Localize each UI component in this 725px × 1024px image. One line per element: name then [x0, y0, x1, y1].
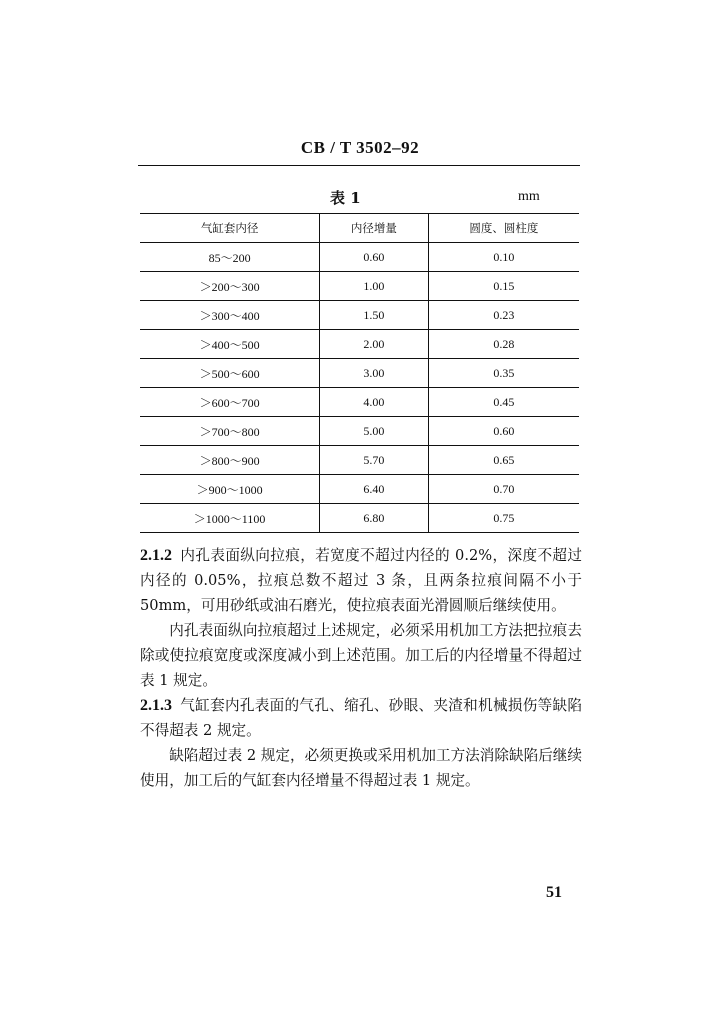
table-cell: 0.15: [428, 272, 579, 301]
table-row: [140, 301, 579, 330]
table-row: [140, 359, 579, 388]
clause-2-1-2-followup: 内孔表面纵向拉痕超过上述规定，必须采用机加工方法把拉痕去除或使拉痕宽度或深度减小到上述范围。加工后的内径增量不得超过表 1 规定。: [140, 622, 582, 689]
table-cell: ＞1000～1100: [140, 504, 320, 533]
table-cell: ＞900～1000: [140, 475, 320, 504]
data-table: [140, 213, 579, 533]
table-cell: 1.50: [320, 301, 429, 330]
table-cell: 0.35: [428, 359, 579, 388]
table-cell: 3.00: [320, 359, 429, 388]
table-cell: 2.00: [320, 330, 429, 359]
body-text: [140, 543, 582, 793]
table-row: [140, 330, 579, 359]
table-cell: 4.00: [320, 388, 429, 417]
table-cell: ＞300～400: [140, 301, 320, 330]
clause-2-1-2: [140, 543, 582, 618]
table-cell: 1.00: [320, 272, 429, 301]
clause-number: 2.1.3: [140, 697, 172, 714]
table-row: [140, 417, 579, 446]
header-rule: [138, 165, 580, 166]
table-caption: 表 1: [330, 189, 361, 207]
table-cell: ＞400～500: [140, 330, 320, 359]
table-cell: 0.60: [320, 243, 429, 272]
standard-code-header: CB / T 3502–92: [300, 138, 420, 157]
clause-2-1-3: [140, 693, 582, 743]
table-cell: 5.00: [320, 417, 429, 446]
table-cell: 85～200: [140, 243, 320, 272]
column-header-roundness: 圆度、圆柱度: [428, 214, 579, 243]
table-row: [140, 243, 579, 272]
column-header-diameter-increase: 内径增量: [320, 214, 429, 243]
table-cell: 0.70: [428, 475, 579, 504]
table-row: [140, 272, 579, 301]
table-unit: mm: [518, 189, 540, 204]
table-cell: ＞200～300: [140, 272, 320, 301]
table-row: [140, 388, 579, 417]
table-row: [140, 504, 579, 533]
table-cell: ＞500～600: [140, 359, 320, 388]
table-cell: ＞600～700: [140, 388, 320, 417]
table-row: [140, 446, 579, 475]
column-header-inner-diameter: 气缸套内径: [140, 214, 320, 243]
table-header-row: [140, 214, 579, 243]
table-cell: 0.10: [428, 243, 579, 272]
table-cell: 0.28: [428, 330, 579, 359]
table-cell: 6.80: [320, 504, 429, 533]
table-cell: 0.60: [428, 417, 579, 446]
table-cell: 0.65: [428, 446, 579, 475]
table-cell: 5.70: [320, 446, 429, 475]
clause-number: 2.1.2: [140, 547, 172, 564]
table-cell: 0.45: [428, 388, 579, 417]
table-cell: ＞800～900: [140, 446, 320, 475]
clause-text: 内孔表面纵向拉痕，若宽度不超过内径的 0.2%，深度不超过内径的 0.05%，拉痕总数不超过 3 条，且两条拉痕间隔不小于 50mm，可用砂纸或油石磨光，使拉痕表面光滑圆顺后继续使用。: [140, 547, 582, 614]
page-number: 51: [546, 884, 562, 901]
clause-text: 气缸套内孔表面的气孔、缩孔、砂眼、夹渣和机械损伤等缺陷不得超表 2 规定。: [140, 697, 582, 739]
table-cell: 0.75: [428, 504, 579, 533]
clause-2-1-3-followup: 缺陷超过表 2 规定，必须更换或采用机加工方法消除缺陷后继续使用，加工后的气缸套内径增量不得超过表 1 规定。: [140, 747, 582, 789]
table-cell: ＞700～800: [140, 417, 320, 446]
table-cell: 6.40: [320, 475, 429, 504]
table-row: [140, 475, 579, 504]
table-cell: 0.23: [428, 301, 579, 330]
